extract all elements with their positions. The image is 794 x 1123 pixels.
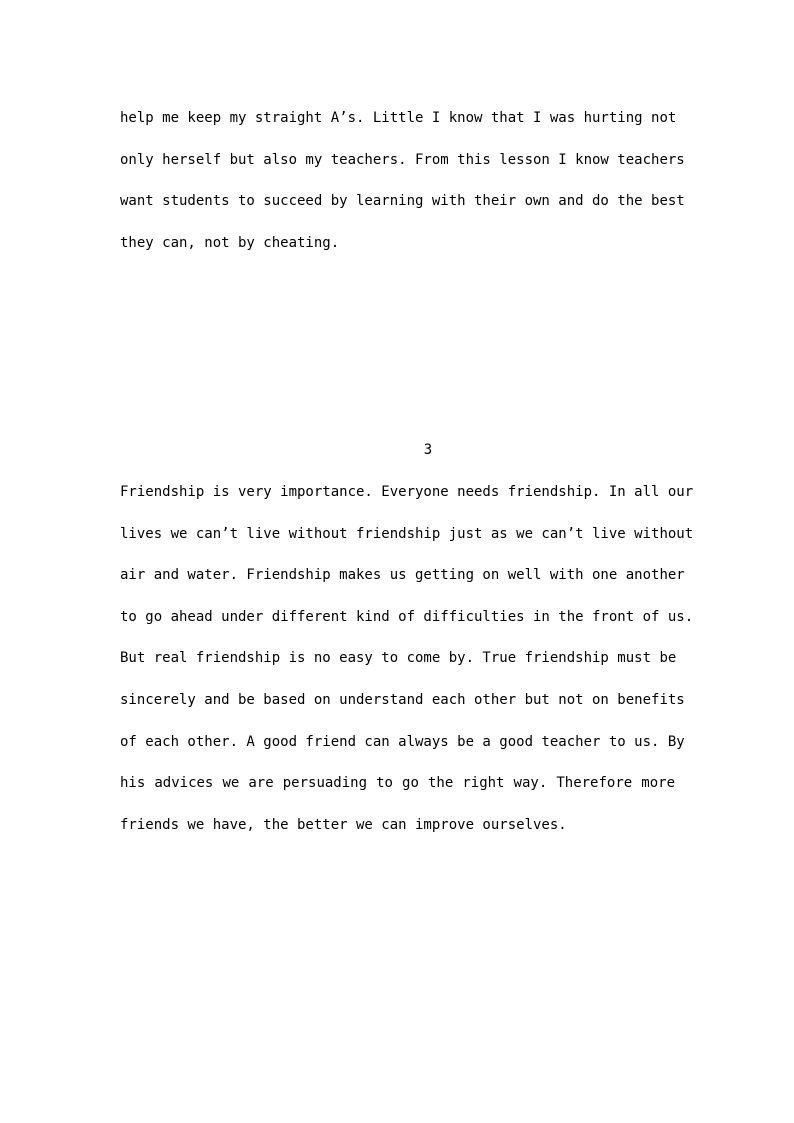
passage-2-line: air and water. Friendship makes us getting on well with one another [120, 567, 685, 584]
passage-2-line: lives we can’t live without friendship just as we can’t live without [120, 525, 694, 542]
passage-2-line: But real friendship is no easy to come by. True friendship must be [120, 650, 677, 667]
passage-2-line: sincerely and be based on understand each other but not on benefits [120, 691, 685, 708]
passage-2-line: friends we have, the better we can improve ourselves. [120, 816, 567, 833]
passage-1-line: help me keep my straight A’s. Little I know that I was hurting not [120, 110, 677, 126]
passage-2-line: of each other. A good friend can always be a good teacher to us. By [120, 733, 685, 750]
passage-1 [120, 108, 685, 274]
passage-2-line: Friendship is very importance. Everyone needs friendship. In all our [120, 484, 694, 500]
passage-2 [120, 482, 694, 856]
passage-1-line: want students to succeed by learning with their own and do the best [120, 193, 685, 210]
passage-1-line: they can, not by cheating. [120, 234, 340, 251]
section-number: 3 [423, 442, 433, 458]
passage-2-line: to go ahead under different kind of difficulties in the front of us. [120, 608, 694, 625]
passage-2-line: his advices we are persuading to go the right way. Therefore more [120, 775, 675, 792]
passage-1-line: only herself but also my teachers. From this lesson I know teachers [120, 151, 685, 168]
